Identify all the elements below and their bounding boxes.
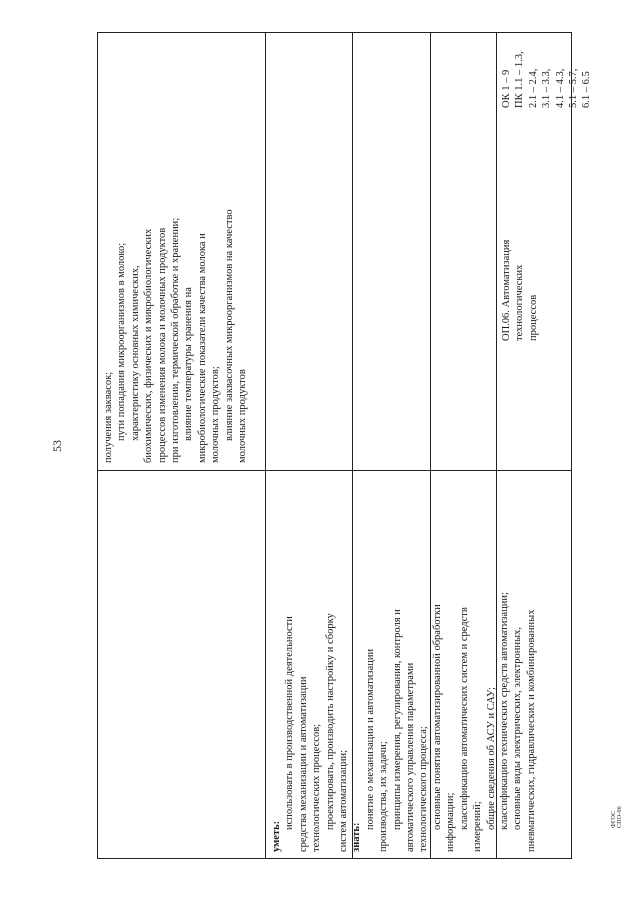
text-line: классификацию автоматических систем и средств xyxy=(458,607,470,830)
discipline-cell xyxy=(498,145,558,345)
text-line: молочных продуктов xyxy=(237,369,249,463)
text-line: измерений; xyxy=(472,801,484,852)
competency-item: 4.1 – 4.3, xyxy=(554,68,566,108)
text-line: влияние температуры хранения на xyxy=(183,287,195,441)
text-line: знать: xyxy=(351,822,363,852)
column-divider-1 xyxy=(265,32,266,859)
text-line: основные виды электрических, электронных, xyxy=(512,627,524,830)
text-line: характеристику основных химических, xyxy=(129,265,141,441)
text-line: процессов изменения молока и молочных продуктов xyxy=(156,227,168,463)
upper-knowledge-cell xyxy=(100,35,263,467)
competency-item: 2.1 – 2.4, xyxy=(527,68,539,108)
text-line: производства, их задачи; xyxy=(378,741,390,852)
competency-item: 5.1 – 5.7, xyxy=(568,68,580,108)
competencies-cell xyxy=(498,32,593,112)
text-line: микробиологические показатели качества молока и xyxy=(196,233,208,463)
text-line: классификацию технических средств автоматизации; xyxy=(498,592,510,830)
text-line: основные понятия автоматизированной обработки xyxy=(431,604,443,830)
text-line: технологического процесса; xyxy=(418,726,430,852)
text-line: молочных продуктов; xyxy=(210,366,222,463)
text-line: автоматического управления параметрами xyxy=(405,662,417,852)
lower-knowledge-text xyxy=(270,478,538,852)
text-line: проектировать, производить настройку и сборку xyxy=(324,613,336,830)
text-line: при изготовлении, термической обработке и хранении; xyxy=(170,217,182,463)
lower-knowledge-cell xyxy=(268,474,640,856)
text-line: пути попадания микроорганизмов в молоко; xyxy=(116,242,128,441)
text-line: пневматических, гидравлических и комбинированных xyxy=(525,609,537,852)
text-line: систем автоматизации; xyxy=(338,749,350,852)
text-line: информации; xyxy=(445,792,457,852)
text-line: влияние заквасочных микроорганизмов на качество xyxy=(223,209,235,441)
competency-item: ОК 1 – 9 xyxy=(501,69,512,108)
text-line: общие сведения об АСУ и САУ; xyxy=(485,687,497,830)
text-line: биохимических, физических и микробиологических xyxy=(143,228,155,463)
page-number: 53 xyxy=(50,440,64,452)
text-line: понятие о механизации и автоматизации xyxy=(364,648,376,830)
competencies-list xyxy=(500,36,594,108)
competency-item: 3.1 – 3.3, xyxy=(541,68,553,108)
text-line: принципы измерения, регулирования, контроля и xyxy=(391,609,403,830)
discipline-name: ОП.06. Автоматизация технологических процессов xyxy=(501,239,539,341)
text-line: средства механизации и автоматизации xyxy=(297,676,309,852)
text-line: технологических процессов; xyxy=(311,723,323,852)
competency-item: 6.1 – 6.5 xyxy=(581,71,593,108)
text-line: получения заквасок; xyxy=(103,371,114,463)
footer-code: ФГОС СПО-06 xyxy=(611,806,623,828)
row-divider xyxy=(97,470,572,471)
text-line: уметь: xyxy=(271,820,282,852)
competency-item: ПК 1.1 – 1.3, xyxy=(514,51,526,108)
text-line: использовать в производственной деятельности xyxy=(284,616,296,830)
upper-knowledge-text xyxy=(102,39,249,463)
